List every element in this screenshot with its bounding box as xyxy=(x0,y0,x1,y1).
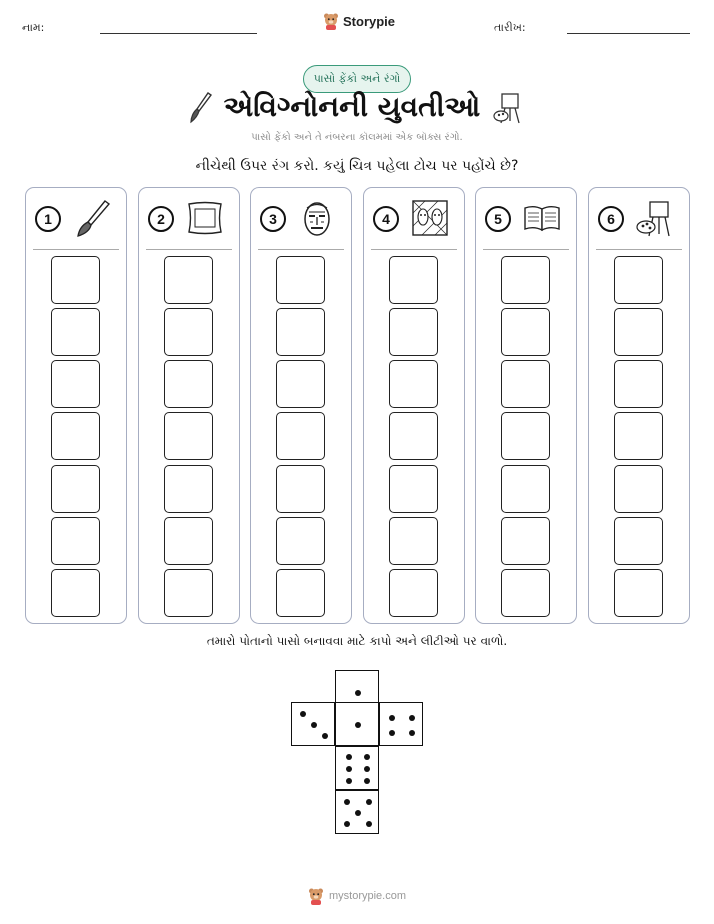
column-2 xyxy=(138,187,240,624)
color-box[interactable] xyxy=(164,517,213,565)
tribal-mask-icon xyxy=(297,198,337,238)
color-box[interactable] xyxy=(501,465,550,513)
column-6 xyxy=(588,187,690,624)
title-text: એવિગ્નોનની યુવતીઓ xyxy=(223,90,481,123)
brand-name: Storypie xyxy=(343,13,396,29)
column-5 xyxy=(475,187,577,624)
column-number: 5 xyxy=(485,206,511,232)
column-header xyxy=(364,188,464,248)
color-box[interactable] xyxy=(51,360,100,408)
color-box[interactable] xyxy=(51,412,100,460)
color-box[interactable] xyxy=(51,308,100,356)
color-box[interactable] xyxy=(51,517,100,565)
column-header xyxy=(26,188,126,248)
color-box[interactable] xyxy=(389,412,438,460)
die-pip xyxy=(409,715,415,721)
page-title xyxy=(0,90,714,125)
die-pip xyxy=(344,821,350,827)
bear-mascot-icon xyxy=(323,12,339,30)
color-box[interactable] xyxy=(276,256,325,304)
column-divider xyxy=(596,249,682,250)
color-box[interactable] xyxy=(614,360,663,408)
die-pip xyxy=(355,690,361,696)
die-pip xyxy=(366,799,372,805)
die-pip xyxy=(364,778,370,784)
instruction: નીચેથી ઉપર રંગ કરો. કયું ચિત્ર પહેલા ટોચ પર પહોંચે છે? xyxy=(195,158,519,174)
column-divider xyxy=(483,249,569,250)
color-box[interactable] xyxy=(614,465,663,513)
name-line xyxy=(100,33,257,34)
canvas-frame-icon xyxy=(185,198,225,238)
die-pip xyxy=(311,722,317,728)
color-box[interactable] xyxy=(276,360,325,408)
brand-logo xyxy=(323,12,395,30)
bear-mascot-icon xyxy=(308,887,324,905)
column-divider xyxy=(371,249,457,250)
column-number: 4 xyxy=(373,206,399,232)
color-box[interactable] xyxy=(614,256,663,304)
footer-url: mystorypie.com xyxy=(328,890,407,902)
color-box[interactable] xyxy=(389,465,438,513)
color-box[interactable] xyxy=(389,308,438,356)
subtitle: પાસો ફેંકો અને તે નંબરના કૉલમમાં એક બૉક્સ રંગો. xyxy=(251,132,463,143)
date-label: તારીખ: xyxy=(494,21,526,34)
die-pip xyxy=(355,810,361,816)
column-divider xyxy=(33,249,119,250)
color-box[interactable] xyxy=(389,517,438,565)
column-header xyxy=(251,188,351,248)
die-pip xyxy=(344,799,350,805)
die-face-5 xyxy=(335,790,379,834)
die-pip xyxy=(409,730,415,736)
die-pip xyxy=(366,821,372,827)
column-number: 6 xyxy=(598,206,624,232)
color-box[interactable] xyxy=(389,569,438,617)
die-pip xyxy=(300,711,306,717)
die-pip xyxy=(322,733,328,739)
color-box[interactable] xyxy=(276,308,325,356)
cut-instruction: તમારો પોતાનો પાસો બનાવવા માટે કાપો અને લીટીઓ પર વાળો. xyxy=(206,634,508,648)
die-pip xyxy=(346,766,352,772)
color-box[interactable] xyxy=(614,517,663,565)
color-box[interactable] xyxy=(164,360,213,408)
color-box[interactable] xyxy=(164,412,213,460)
color-box[interactable] xyxy=(164,256,213,304)
column-header xyxy=(476,188,576,248)
color-box[interactable] xyxy=(389,360,438,408)
paintbrush-icon xyxy=(72,198,112,238)
color-box[interactable] xyxy=(501,517,550,565)
footer xyxy=(0,887,714,905)
die-pip xyxy=(389,730,395,736)
color-box[interactable] xyxy=(501,308,550,356)
die-face-3 xyxy=(291,702,335,746)
die-pip xyxy=(355,722,361,728)
easel-palette-icon xyxy=(492,91,526,125)
color-box[interactable] xyxy=(501,412,550,460)
die-face-6 xyxy=(335,746,379,790)
color-box[interactable] xyxy=(501,256,550,304)
cubist-faces-icon xyxy=(410,198,450,238)
die-face-4 xyxy=(379,702,423,746)
easel-palette-icon xyxy=(635,198,675,238)
column-divider xyxy=(258,249,344,250)
date-line xyxy=(567,33,690,34)
game-badge: પાસો ફેંકો અને રંગો xyxy=(303,65,411,93)
color-box[interactable] xyxy=(614,412,663,460)
column-number: 3 xyxy=(260,206,286,232)
column-number: 2 xyxy=(148,206,174,232)
column-header xyxy=(589,188,689,248)
color-box[interactable] xyxy=(51,465,100,513)
color-box[interactable] xyxy=(389,256,438,304)
color-box[interactable] xyxy=(51,569,100,617)
color-box[interactable] xyxy=(614,308,663,356)
column-number: 1 xyxy=(35,206,61,232)
die-pip xyxy=(389,715,395,721)
color-box[interactable] xyxy=(276,517,325,565)
die-pip xyxy=(364,754,370,760)
color-box[interactable] xyxy=(501,569,550,617)
color-box[interactable] xyxy=(276,465,325,513)
column-header xyxy=(139,188,239,248)
name-label: નામ: xyxy=(22,21,45,34)
color-box[interactable] xyxy=(164,465,213,513)
color-box[interactable] xyxy=(276,569,325,617)
die-pip xyxy=(346,754,352,760)
column-divider xyxy=(146,249,232,250)
color-box[interactable] xyxy=(51,256,100,304)
open-book-icon xyxy=(522,198,562,238)
color-box[interactable] xyxy=(276,412,325,460)
paintbrush-icon xyxy=(188,91,214,125)
die-pip xyxy=(364,766,370,772)
column-3 xyxy=(250,187,352,624)
color-box[interactable] xyxy=(614,569,663,617)
color-box[interactable] xyxy=(164,569,213,617)
die-face-1 xyxy=(335,702,379,746)
color-box[interactable] xyxy=(501,360,550,408)
color-box[interactable] xyxy=(164,308,213,356)
column-4 xyxy=(363,187,465,624)
die-pip xyxy=(346,778,352,784)
column-1 xyxy=(25,187,127,624)
